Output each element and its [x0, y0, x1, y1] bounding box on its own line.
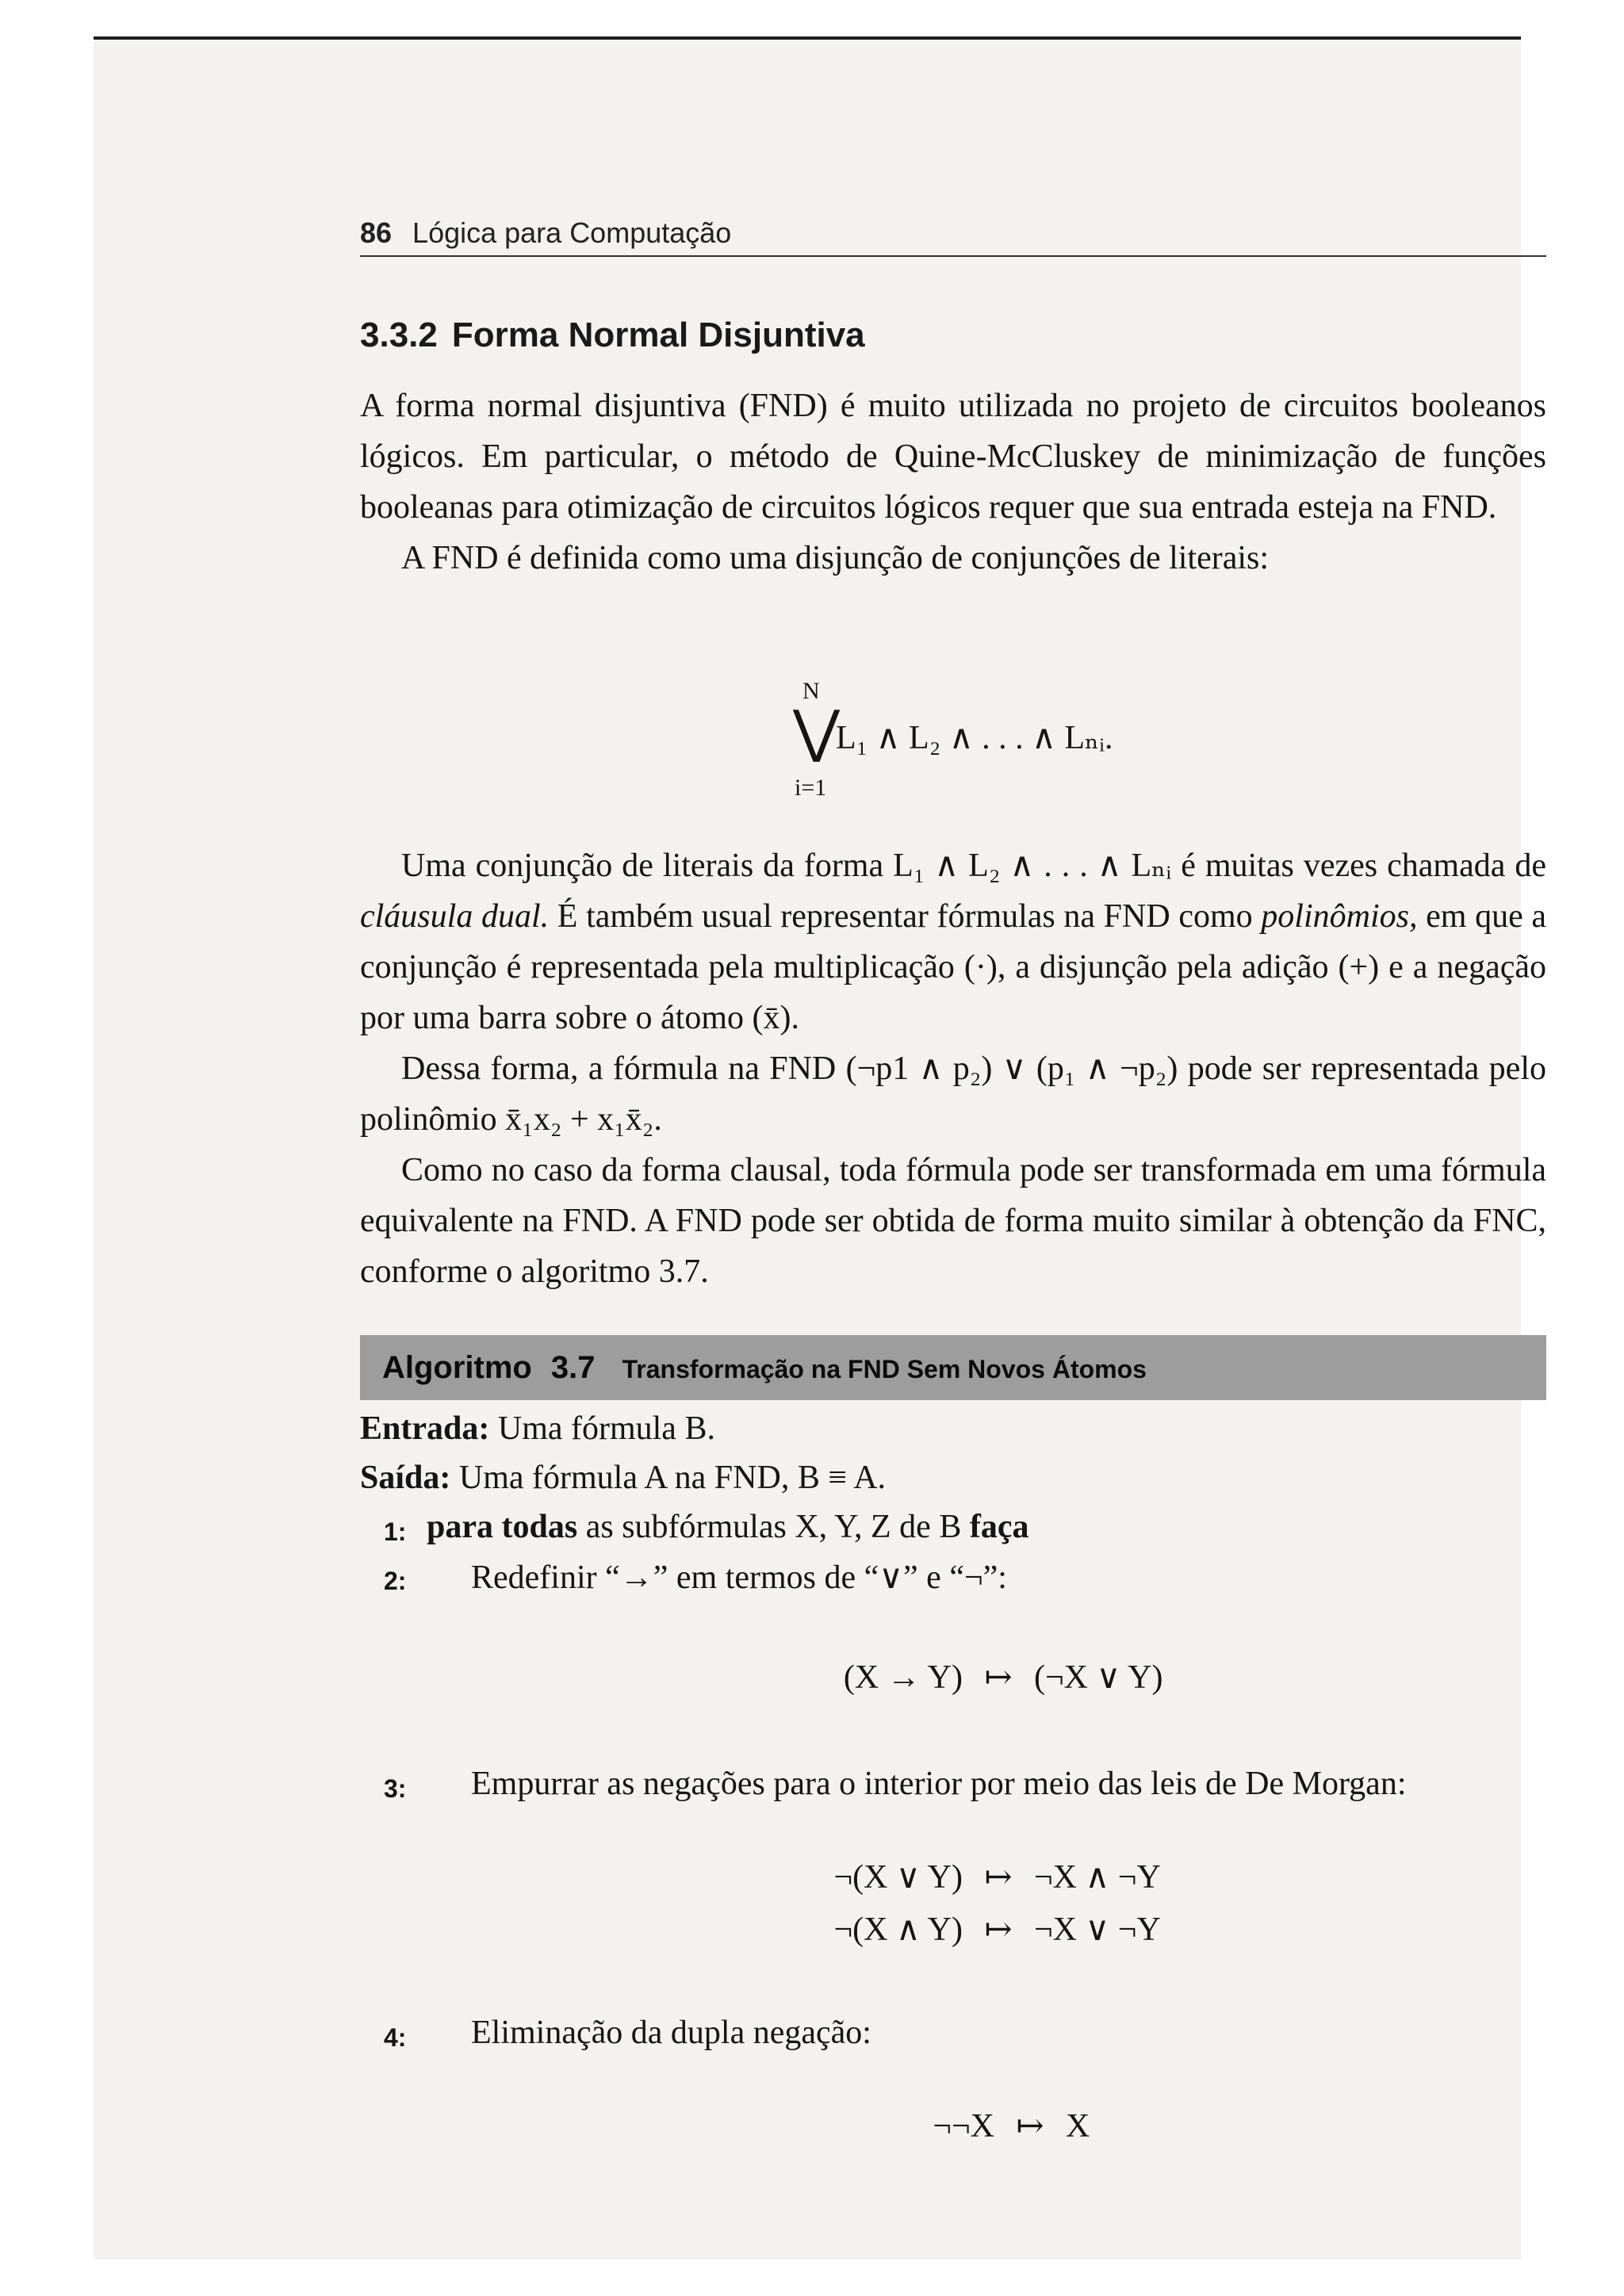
paragraph-4: Dessa forma, a fórmula na FND (¬p1 ∧ p₂) ∨ (p₁ ∧ ¬p₂) pode ser representada pelo polinômio x̄₁x₂ + x₁x̄₂.: [360, 1050, 1546, 1138]
rule-de-morgan-or: [360, 1857, 1546, 1896]
running-header: [360, 211, 1546, 257]
section-number: 3.3.2: [360, 316, 438, 354]
body-text: [360, 840, 1546, 1297]
input-label: Entrada:: [360, 1410, 490, 1447]
section-title: Forma Normal Disjuntiva: [451, 316, 865, 354]
paragraph-2: A FND é definida como uma disjunção de conjunções de literais:: [401, 540, 1270, 576]
rule-rhs: ¬X ∧ ¬Y: [1034, 1859, 1161, 1896]
rule-de-morgan-and: [360, 1909, 1546, 1949]
rule-rhs: ¬X ∨ ¬Y: [1034, 1911, 1161, 1948]
big-vee-operator: ⋁: [793, 700, 841, 763]
formula-disjunction: [772, 678, 1113, 813]
rule-rhs: X: [1066, 2108, 1090, 2145]
step-4-text: Eliminação da dupla negação:: [471, 2015, 871, 2051]
step-2-text: Redefinir “→” em termos de “∨” e “¬”:: [471, 1559, 1007, 1596]
term-dual-clause: cláusula dual.: [360, 898, 550, 935]
maps-to-symbol: ↦: [984, 1659, 1013, 1696]
maps-to-symbol: ↦: [1016, 2108, 1044, 2145]
formula-expression: L₁ ∧ L₂ ∧ . . . ∧ Lₙᵢ.: [836, 720, 1113, 756]
rule-implication: [360, 1657, 1546, 1697]
algorithm-label: Algoritmo: [382, 1350, 532, 1385]
formula-upper-limit: N: [802, 678, 820, 704]
paragraph-3-part-1: Uma conjunção de literais da forma L₁ ∧ L₂ ∧ . . . ∧ Lₙᵢ é muitas vezes chamada de: [401, 848, 1546, 884]
step-1-body: as subfórmulas X, Y, Z de B: [577, 1509, 970, 1545]
rule-lhs: ¬(X ∨ Y): [833, 1859, 963, 1896]
keyword-do: faça: [969, 1509, 1029, 1545]
algorithm-header: [360, 1335, 1546, 1400]
step-number: 3:: [384, 1774, 407, 1803]
term-polynomials: polinômios,: [1261, 898, 1418, 935]
paragraph-5: Como no caso da forma clausal, toda fórmula pode ser transformada em uma fórmula equivalente na FND. A FND pode ser obtida de forma muito similar à obtenção da FNC, conforme o algoritmo 3.7.: [360, 1152, 1546, 1290]
output-label: Saída:: [360, 1460, 451, 1496]
rule-double-negation: [360, 2106, 1546, 2145]
algorithm-number: 3.7: [550, 1350, 596, 1385]
step-1-text: [427, 1508, 1028, 1546]
rule-lhs: (X → Y): [843, 1659, 963, 1696]
algorithm-title: Transformação na FND Sem Novos Átomos: [622, 1355, 1147, 1383]
step-number: 1:: [384, 1517, 407, 1546]
paragraph-1: A forma normal disjuntiva (FND) é muito utilizada no projeto de circuitos booleanos lógicos. Em particular, o método de Quine-McCluskey de minimização de funções booleanas para otimização de circuitos lógicos requer que sua entrada esteja na FND.: [360, 388, 1546, 526]
step-number: 4:: [384, 2023, 407, 2052]
section-heading: [360, 316, 865, 355]
step-3-text: Empurrar as negações para o interior por meio das leis de De Morgan:: [471, 1766, 1407, 1802]
algorithm-input: [360, 1410, 715, 1448]
maps-to-symbol: ↦: [984, 1911, 1013, 1948]
intro-text: [360, 381, 1546, 584]
rule-lhs: ¬(X ∧ Y): [833, 1911, 963, 1948]
paragraph-3-part-3: em que a conjunção é representada pela multiplicação (·), a disjunção pela adição (+) e a negação por uma barra sobre o átomo (x̄).: [360, 898, 1546, 1036]
rule-rhs: (¬X ∨ Y): [1034, 1659, 1163, 1696]
output-text: Uma fórmula A na FND, B ≡ A.: [458, 1460, 887, 1496]
book-page: [94, 40, 1546, 2260]
input-text: Uma fórmula B.: [497, 1410, 715, 1447]
paragraph-3: [360, 840, 1546, 1043]
formula-lower-limit: i=1: [795, 775, 827, 801]
book-title: Lógica para Computação: [412, 216, 732, 249]
step-number: 2:: [384, 1567, 407, 1595]
algorithm-output: [360, 1459, 886, 1497]
keyword-for-all: para todas: [427, 1509, 578, 1545]
maps-to-symbol: ↦: [984, 1859, 1013, 1896]
page-number: 86: [360, 216, 393, 249]
rule-lhs: ¬¬X: [933, 2108, 994, 2145]
paragraph-3-part-2: É também usual representar fórmulas na FND como: [549, 898, 1262, 935]
